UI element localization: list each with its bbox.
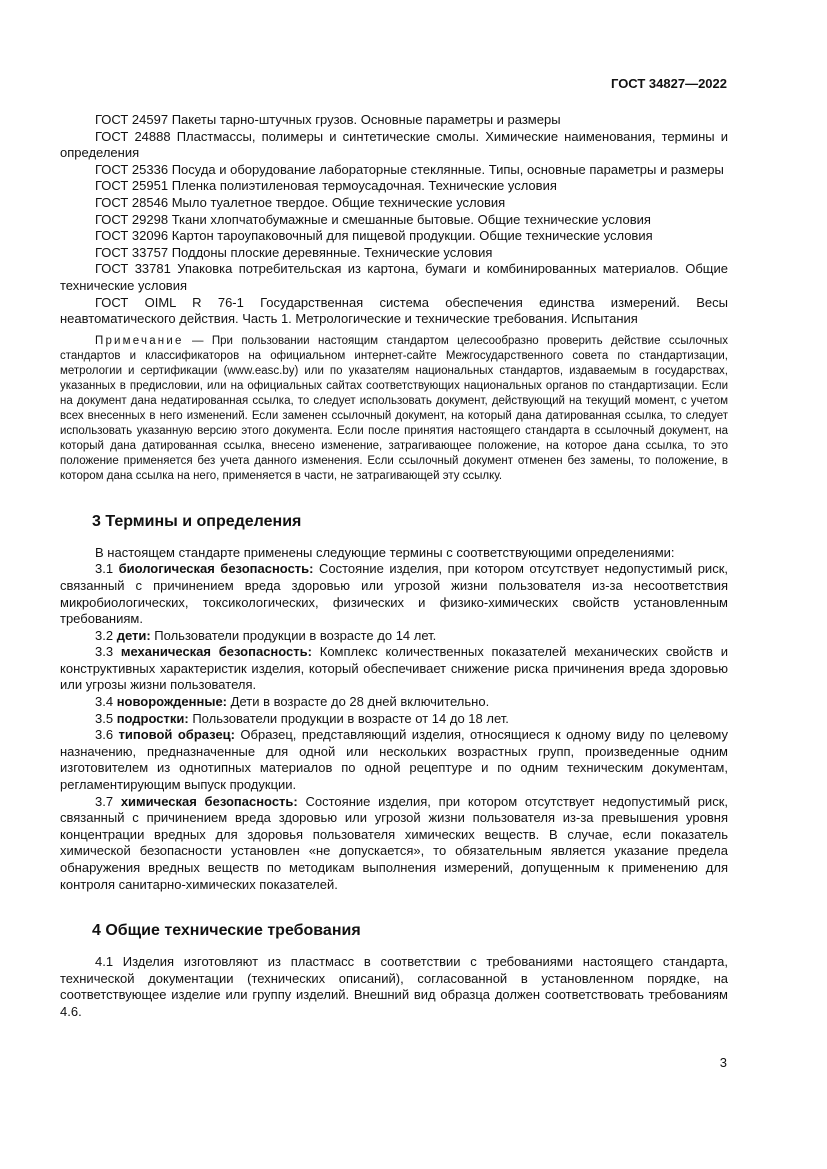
page-number: 3 (719, 1055, 727, 1070)
term-name: дети: (116, 627, 151, 643)
page-content (60, 112, 728, 1021)
section-4-title: 4 Общие технические требования (92, 922, 361, 940)
term-definition (60, 711, 728, 728)
section-3-title: 3 Термины и определения (92, 512, 302, 530)
term-definition (60, 794, 728, 894)
reference-item: ГОСТ 25336 Посуда и оборудование лабораторные стеклянные. Типы, основные параметры и размеры (95, 161, 724, 177)
term-text: Образец, представляющий изделия, относящиеся к одному виду по целевому назначению, предназначенные для одной или нескольких возрастных групп, произведенные одним изготовителем из однотипных материалов по одной рецептуре и по одним техническим документам, регламентирующим выпуск продукции. (60, 727, 728, 793)
term-text: Состояние изделия, при котором отсутствует недопустимый риск, связанный с причинением вреда здоровью или угрозой жизни пользователя из-за несоответствия микробиологических, токсикологических, физических и физико-химических свойств установленным требованиям. (60, 561, 728, 627)
term-text: Пользователи продукции в возрасте от 14 до 18 лет. (188, 710, 509, 726)
reference-item: ГОСТ 32096 Картон тароупаковочный для пищевой продукции. Общие технические условия (95, 228, 653, 244)
term-name: новорожденные: (116, 694, 228, 710)
reference-item: ГОСТ 28546 Мыло туалетное твердое. Общие технические условия (95, 194, 506, 210)
term-definition (60, 644, 728, 694)
document-code: ГОСТ 34827—2022 (611, 76, 727, 91)
term-number: 3.6 (95, 727, 119, 743)
references-list (60, 112, 728, 328)
term-text: Комплекс количественных показателей механических свойств и конструктивных характеристик изделия, который обеспечивает снижение риска причинения вреда здоровью или угрозы жизни пользователя. (60, 644, 728, 693)
term-text: Дети в возрасте до 28 дней включительно. (227, 694, 490, 710)
section-3-intro: В настоящем стандарте применены следующие термины с соответствующими определениями: (95, 544, 675, 560)
reference-item: ГОСТ 33757 Поддоны плоские деревянные. Технические условия (95, 244, 493, 260)
term-name: механическая безопасность: (120, 644, 312, 660)
term-name: подростки: (116, 710, 189, 726)
reference-item: ГОСТ 24597 Пакеты тарно-штучных грузов. Основные параметры и размеры (95, 112, 561, 127)
reference-item: ГОСТ 24888 Пластмассы, полимеры и синтетические смолы. Химические наименования, термины и определения (60, 128, 728, 161)
term-number: 3.7 (95, 793, 121, 809)
term-definition (60, 694, 728, 711)
note-text: — При пользовании настоящим стандартом целесообразно проверить действие ссылочных стандартов и классификаторов на официальном интернет-сайте Межгосударственного совета по стандартизации, метрологии и сертификации (www.easc.by) или по указателям национальных стандартов, издаваемым в государствах, указанных в предисловии, или на официальных сайтах соответствующих национальных органов по стандартизации. Если на документ дана недатированная ссылка, то следует использовать документ, действующий на текущий момент, с учетом всех внесенных в него изменений. Если заменен ссылочный документ, на который дана датированная ссылка, то следует использовать указанную версию этого документа. Если после принятия настоящего стандарта в ссылочный документ, на который дана датированная ссылка, внесено изменение, затрагивающее положение, на которое дана ссылка, то это положение применяется без учета данного изменения. Если ссылочный документ отменен без замены, то положение, в котором дана ссылка на него, применяется в части, не затрагивающей эту ссылку. (60, 334, 728, 482)
section-4-paragraph: 4.1 Изделия изготовляют из пластмасс в соответствии с требованиями настоящего стандарта, технической документации (технических описаний), согласованной в установленном порядке, на соответствующее изделие или группу изделий. Внешний вид образца должен соответствовать требованиям 4.6. (60, 954, 728, 1019)
term-text: Пользователи продукции в возрасте до 14 лет. (150, 627, 437, 643)
reference-item: ГОСТ OIML R 76-1 Государственная система обеспечения единства измерений. Весы неавтоматического действия. Часть 1. Метрологические и технические требования. Испытания (60, 294, 728, 327)
term-number: 3.1 (95, 561, 119, 577)
reference-item: ГОСТ 33781 Упаковка потребительская из картона, бумаги и комбинированных материалов. Общие технические условия (60, 261, 728, 293)
term-text: Состояние изделия, при котором отсутствует недопустимый риск, связанный с причинением вреда здоровью или угрозой жизни пользователя из-за превышения уровня концентрации вредных для здоровья пользователя химических веществ. В случае, если показатель химической безопасности установлен «не допускается», то обязательным является указание предела обнаружения вредных веществ по методикам выполнения измерений, допущенным к применению для контроля санитарно-химических показателей. (60, 793, 728, 892)
reference-item: ГОСТ 25951 Пленка полиэтиленовая термоусадочная. Технические условия (95, 178, 557, 194)
term-number: 3.2 (95, 627, 117, 643)
term-definition (60, 727, 728, 793)
term-number: 3.4 (95, 694, 117, 710)
term-definition (60, 628, 728, 645)
note-paragraph (60, 334, 728, 484)
term-name: химическая безопасность: (120, 793, 298, 809)
reference-item: ГОСТ 29298 Ткани хлопчатобумажные и смешанные бытовые. Общие технические условия (95, 211, 651, 227)
term-definition (60, 561, 728, 627)
term-number: 3.3 (95, 644, 121, 660)
term-name: биологическая безопасность: (118, 561, 314, 577)
term-name: типовой образец: (118, 727, 235, 743)
term-number: 3.5 (95, 710, 117, 726)
note-label: Примечание (95, 334, 184, 347)
